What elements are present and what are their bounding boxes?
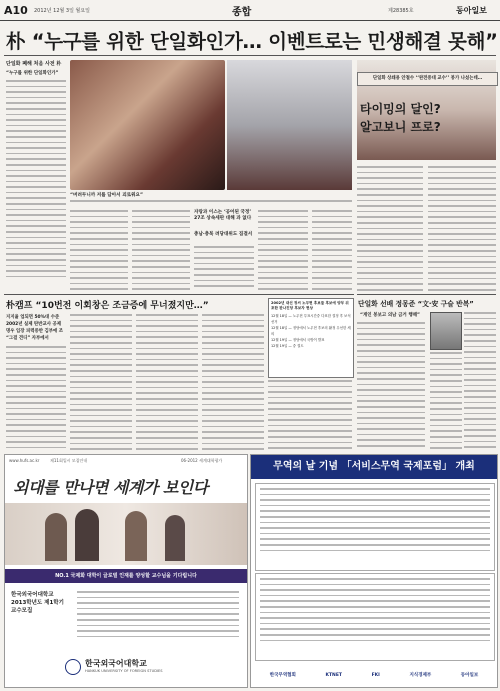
sidebar-title-2: 알고보니 프로?	[360, 120, 441, 134]
ad-person	[75, 509, 99, 561]
ad-trade-forum[interactable]	[250, 454, 498, 688]
sponsor-logo: 지식경제부	[409, 673, 432, 678]
info-table-row: 12월 19일 — 정당에서 국방이 발표	[271, 338, 325, 342]
ad-person	[165, 515, 185, 561]
ad-slogan: 외대를 만나면 세계가 보인다	[13, 478, 208, 497]
ad-school-sub: HANKUK UNIVERSITY OF FOREIGN STUDIES	[85, 669, 163, 673]
body-text-col1	[6, 80, 66, 280]
story3-text-b	[464, 312, 496, 450]
body-text-col4	[194, 246, 254, 292]
sub-head-2: 충남·충북 려당대위도 집결서	[194, 232, 253, 237]
story2-text-d	[202, 314, 264, 450]
ad-photo-band	[5, 503, 247, 565]
story2-text-e	[268, 380, 352, 450]
photo-caption-text	[70, 200, 352, 208]
page-header	[0, 0, 500, 21]
ad-bar: NO.1 국제화 대학이 글로벌 인재를 양성할 교수님을 기다립니다	[5, 569, 247, 583]
section-rule-1	[4, 294, 354, 295]
kicker: 단일화 폐해 처음 사전 朴	[6, 61, 62, 67]
body-text-col2	[70, 210, 128, 292]
info-table-rows	[269, 313, 353, 349]
ad-code: 06-2012 세계대학평가	[181, 458, 223, 463]
story2-sub-4: “그걸 견디” 자부에서	[6, 336, 49, 341]
ad-hufs[interactable]	[4, 454, 248, 688]
sub-head-1: 자랑과 이스는 ‘공어된 국정’ 27조 상속세판 대해 과 없다	[194, 210, 252, 221]
story2-sub-1: 지지율 업되면 50%대 수준	[6, 315, 60, 320]
sponsor-logo: 한국무역협회	[269, 673, 296, 678]
section-rule-2	[357, 294, 496, 295]
ad-tag: 제11회입시 모집안내	[50, 458, 88, 463]
story3-text-c	[430, 352, 462, 450]
main-photo-right	[227, 60, 352, 190]
story2-headline: 朴캠프 “10번전 이회창은 조금증에 무너졌지만…”	[6, 301, 209, 311]
ad-school-name: 한국외국어대학교	[85, 659, 147, 668]
story2-text-a	[6, 346, 66, 450]
section-title: 종합	[232, 7, 252, 18]
ad-person	[125, 511, 147, 561]
body-text-col6	[312, 210, 352, 292]
issue-date: 2012년 12월 3일 월요일	[34, 8, 91, 14]
info-table	[268, 298, 354, 378]
lead-quote: “누구를 위한 단일화인가”	[6, 71, 59, 76]
sponsor-row	[255, 667, 493, 683]
story2-sub-3: 명우 입장 피력중반 김부애 조	[6, 329, 64, 334]
story2-text-b	[70, 314, 132, 450]
sponsor-logo: 동아일보	[460, 673, 479, 678]
info-table-row: 12월 18일 — 노무현 투표시간중 다표한 결정 후 보석 선거	[271, 314, 351, 324]
ad-details	[77, 591, 239, 647]
newspaper-logo: 동아일보	[456, 5, 487, 15]
headline-rule	[4, 55, 496, 56]
story3-subhead: “게인 봉보고 의남 금거 행해”	[360, 313, 420, 318]
page-number: A10	[4, 4, 28, 17]
issue-number: 제28385호	[388, 8, 414, 14]
story2-subheads	[6, 314, 66, 342]
university-emblem-icon	[65, 659, 81, 675]
story3-headline: 단일화 선배 정몽준 “文·安 구슬 반복”	[358, 300, 474, 308]
info-table-row: 12월 19일 — 중 결도	[271, 344, 304, 348]
sidebar-kicker: 단일화 상쇄용 안철수 ‘‘완전중대 교수’’ 봉가 나섰는데…	[357, 72, 498, 86]
story2-text-c	[136, 314, 198, 450]
story2-sub-2: 2002년 실제 탄반교사 공제	[6, 322, 61, 327]
sidebar-text-a	[357, 166, 423, 292]
body-text-col5	[258, 210, 308, 292]
sidebar-text-b	[428, 166, 496, 292]
forum-info-box	[255, 483, 495, 571]
main-photo-left	[70, 60, 225, 190]
story3-text-a	[357, 322, 425, 450]
sponsor-logo: KTNET	[325, 672, 342, 678]
ad-person	[45, 513, 67, 561]
main-headline: 朴 “누구를 위한 단일화인가… 이벤트로는 민생해결 못해”	[6, 30, 498, 53]
ad-school-label: 한국외국어대학교 2013학년도 제1학기 교수모집	[11, 592, 64, 614]
portrait-photo	[430, 312, 462, 350]
ad-forum-title: 무역의 날 기념 「서비스무역 국제포럼」 개최	[251, 455, 497, 479]
sponsor-logo: FKI	[371, 672, 380, 678]
sidebar-title-1: 타이밍의 달인?	[360, 102, 441, 116]
photo-caption: “버려두니까 저를 담아서 괴로워요”	[70, 193, 143, 198]
info-table-title: 2002년 대선 정씨 노무현 후보들 후보에 양부 위포한 판나진당 후보자 현상	[271, 301, 349, 310]
body-text-col3	[132, 210, 190, 292]
info-table-row: 12월 18일 — 정당에서 노무현 후보의 활정 우선한 세의	[271, 326, 351, 336]
forum-program-table	[255, 573, 495, 661]
ad-url[interactable]: www.hufs.ac.kr	[9, 458, 40, 463]
